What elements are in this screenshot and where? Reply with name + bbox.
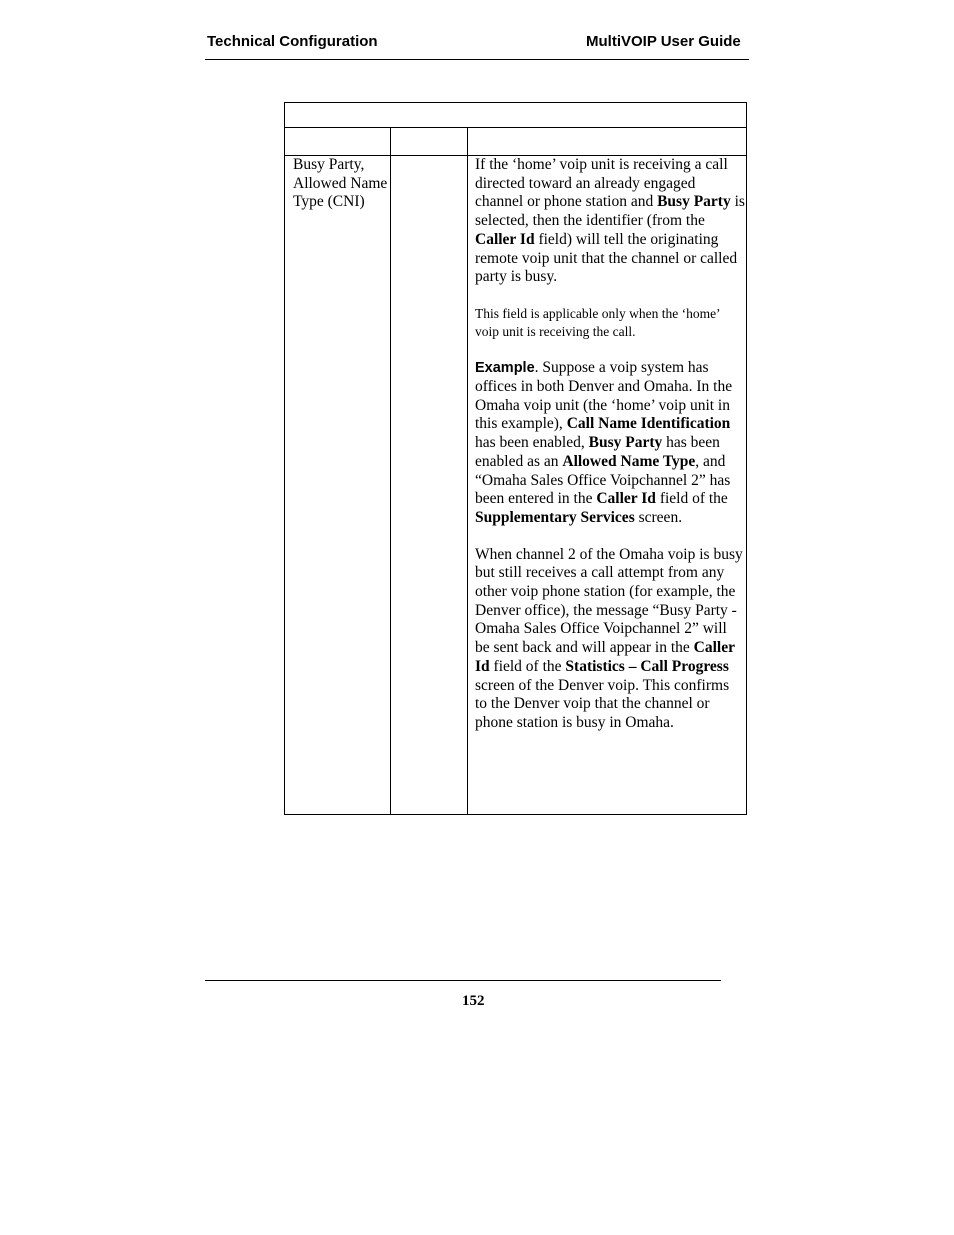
running-header-section: Technical Configuration [207,33,378,50]
result-paragraph: When channel 2 of the Omaha voip is busy but still receives a call attempt from any other voip phone station (for example, the Denver office), the message “Busy Party - Omaha Sales Office Voipchannel 2” will be sent back and will appear in the Caller Id field of the Statistics – Call Progress screen of the Denver voip. This confirms to the Denver voip that the channel or phone station is busy in Omaha. [475,545,743,731]
table-column-divider-1 [390,127,391,814]
header-rule [205,59,749,60]
example-paragraph: Example. Suppose a voip system has offices in both Denver and Omaha. In the Omaha voip unit (the ‘home’ voip unit in this example), Call Name Identification has been enabled, Busy Party has been enabled as an Allowed Name Type, and “Omaha Sales Office Voipchannel 2” has been entered in the Caller Id field of the Supplementary Services screen. [475,359,733,526]
applicability-note: This field is applicable only when the ‘home’ voip unit is receiving the call. [475,305,720,340]
field-definition-table [284,102,747,815]
running-header-guide-title: MultiVOIP User Guide [586,33,741,50]
field-description-cell [475,156,745,733]
page-number: 152 [462,993,485,1009]
table-column-divider-2 [467,127,468,814]
footer-rule [205,980,721,981]
table-title-row-divider [285,127,746,128]
description-paragraph: If the ‘home’ voip unit is receiving a call directed toward an already engaged channel or phone station and Busy Party is selected, then the identifier (from the Caller Id field) will tell the originating remote voip unit that the channel or called party is busy. [475,156,745,286]
example-label: Example [475,360,535,377]
field-name-cell: Busy Party, Allowed Name Type (CNI) [293,156,388,211]
